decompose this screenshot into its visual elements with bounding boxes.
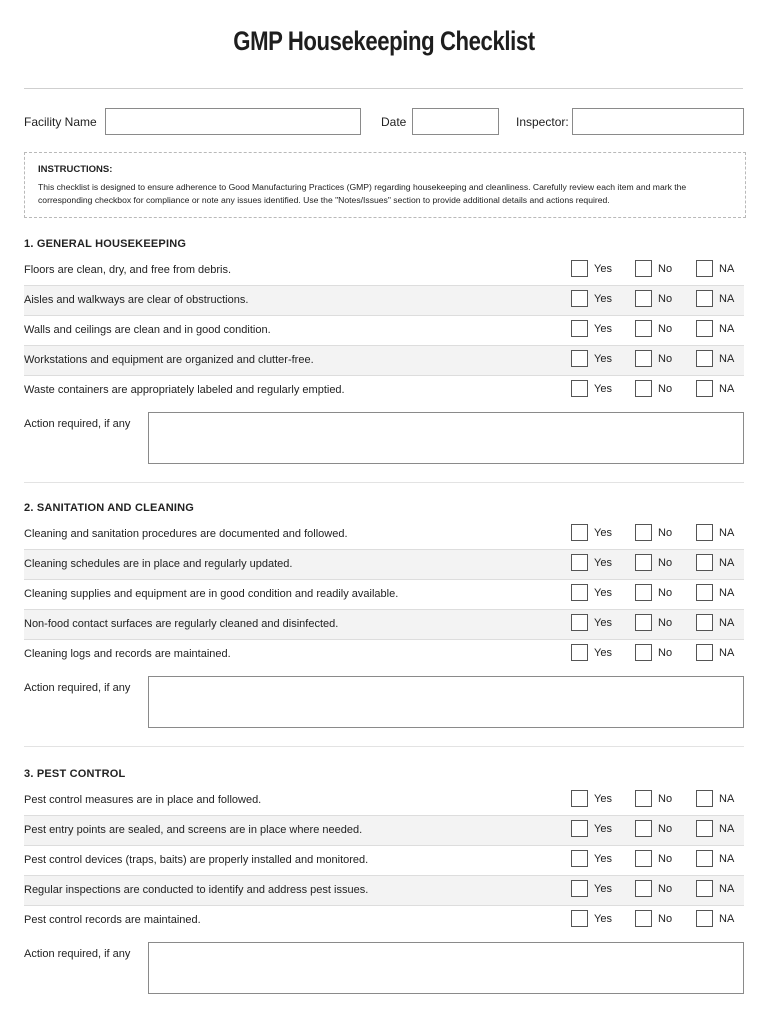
yes-checkbox[interactable] bbox=[571, 820, 588, 837]
option-na bbox=[696, 554, 734, 571]
option-yes bbox=[571, 350, 612, 367]
na-checkbox[interactable] bbox=[696, 584, 713, 601]
no-label: No bbox=[658, 556, 673, 569]
option-yes bbox=[571, 320, 612, 337]
inspector-input[interactable] bbox=[572, 108, 744, 135]
checklist-row bbox=[24, 256, 744, 286]
no-label: No bbox=[658, 526, 673, 539]
yes-label: Yes bbox=[594, 586, 612, 599]
na-checkbox[interactable] bbox=[696, 790, 713, 807]
na-checkbox[interactable] bbox=[696, 380, 713, 397]
option-yes bbox=[571, 880, 612, 897]
checklist-row bbox=[24, 286, 744, 316]
na-label: NA bbox=[719, 822, 735, 835]
checklist-row bbox=[24, 816, 744, 846]
na-label: NA bbox=[719, 292, 735, 305]
option-na bbox=[696, 260, 734, 277]
option-yes bbox=[571, 380, 612, 397]
option-na bbox=[696, 910, 734, 927]
no-label: No bbox=[658, 322, 673, 335]
na-checkbox[interactable] bbox=[696, 290, 713, 307]
na-label: NA bbox=[719, 382, 735, 395]
na-checkbox[interactable] bbox=[696, 320, 713, 337]
checklist-item-text: Cleaning supplies and equipment are in good condition and readily available. bbox=[24, 588, 399, 600]
yes-checkbox[interactable] bbox=[571, 584, 588, 601]
action-required-input[interactable] bbox=[148, 412, 744, 464]
no-checkbox[interactable] bbox=[635, 350, 652, 367]
na-checkbox[interactable] bbox=[696, 820, 713, 837]
yes-checkbox[interactable] bbox=[571, 554, 588, 571]
action-required-input[interactable] bbox=[148, 942, 744, 994]
date-input[interactable] bbox=[412, 108, 499, 135]
no-checkbox[interactable] bbox=[635, 524, 652, 541]
checklist-item-text: Pest control measures are in place and followed. bbox=[24, 794, 262, 806]
checklist-item-text: Waste containers are appropriately labeled and regularly emptied. bbox=[24, 384, 345, 396]
action-required-label: Action required, if any bbox=[24, 948, 131, 960]
checklist-row bbox=[24, 906, 744, 936]
action-required-input[interactable] bbox=[148, 676, 744, 728]
no-checkbox[interactable] bbox=[635, 290, 652, 307]
instructions-panel bbox=[24, 152, 746, 218]
yes-label: Yes bbox=[594, 292, 612, 305]
option-na bbox=[696, 614, 734, 631]
na-checkbox[interactable] bbox=[696, 614, 713, 631]
action-required-label: Action required, if any bbox=[24, 682, 131, 694]
na-checkbox[interactable] bbox=[696, 260, 713, 277]
checklist-item-text: Cleaning and sanitation procedures are documented and followed. bbox=[24, 528, 348, 540]
checklist-row bbox=[24, 346, 744, 376]
na-checkbox[interactable] bbox=[696, 910, 713, 927]
option-na bbox=[696, 380, 734, 397]
na-checkbox[interactable] bbox=[696, 350, 713, 367]
no-checkbox[interactable] bbox=[635, 910, 652, 927]
option-no bbox=[635, 614, 672, 631]
na-label: NA bbox=[719, 912, 735, 925]
yes-label: Yes bbox=[594, 526, 612, 539]
yes-label: Yes bbox=[594, 852, 612, 865]
option-yes bbox=[571, 850, 612, 867]
na-label: NA bbox=[719, 352, 735, 365]
no-label: No bbox=[658, 646, 673, 659]
na-label: NA bbox=[719, 586, 735, 599]
yes-label: Yes bbox=[594, 882, 612, 895]
option-yes bbox=[571, 524, 612, 541]
no-label: No bbox=[658, 352, 673, 365]
yes-checkbox[interactable] bbox=[571, 880, 588, 897]
option-no bbox=[635, 260, 672, 277]
yes-checkbox[interactable] bbox=[571, 614, 588, 631]
option-na bbox=[696, 880, 734, 897]
checklist-item-text: Cleaning schedules are in place and regularly updated. bbox=[24, 558, 293, 570]
option-no bbox=[635, 350, 672, 367]
option-na bbox=[696, 820, 734, 837]
no-label: No bbox=[658, 382, 673, 395]
no-label: No bbox=[658, 882, 673, 895]
option-yes bbox=[571, 554, 612, 571]
option-yes bbox=[571, 910, 612, 927]
option-no bbox=[635, 380, 672, 397]
na-label: NA bbox=[719, 792, 735, 805]
section-divider bbox=[24, 482, 744, 483]
section-title-general-housekeeping: 1. GENERAL HOUSEKEEPING bbox=[24, 238, 187, 250]
no-checkbox[interactable] bbox=[635, 790, 652, 807]
no-label: No bbox=[658, 586, 673, 599]
date-label: Date bbox=[381, 115, 407, 129]
option-no bbox=[635, 554, 672, 571]
instructions-heading: INSTRUCTIONS: bbox=[38, 164, 113, 175]
checklist-item-text: Walls and ceilings are clean and in good condition. bbox=[24, 324, 271, 336]
title-divider bbox=[24, 88, 743, 89]
checklist-item-text: Pest control records are maintained. bbox=[24, 914, 201, 926]
no-label: No bbox=[658, 792, 673, 805]
option-na bbox=[696, 790, 734, 807]
yes-checkbox[interactable] bbox=[571, 524, 588, 541]
na-checkbox[interactable] bbox=[696, 524, 713, 541]
option-na bbox=[696, 350, 734, 367]
na-label: NA bbox=[719, 556, 735, 569]
no-checkbox[interactable] bbox=[635, 554, 652, 571]
yes-checkbox[interactable] bbox=[571, 850, 588, 867]
option-no bbox=[635, 320, 672, 337]
option-yes bbox=[571, 820, 612, 837]
no-checkbox[interactable] bbox=[635, 880, 652, 897]
checklist-row bbox=[24, 580, 744, 610]
option-no bbox=[635, 290, 672, 307]
checklist-row bbox=[24, 376, 744, 406]
checklist-row bbox=[24, 640, 744, 670]
checklist-item-text: Workstations and equipment are organized and clutter-free. bbox=[24, 354, 314, 366]
option-no bbox=[635, 910, 672, 927]
yes-label: Yes bbox=[594, 646, 612, 659]
page-title: GMP Housekeeping Checklist bbox=[233, 26, 535, 56]
yes-label: Yes bbox=[594, 352, 612, 365]
checklist-row bbox=[24, 846, 744, 876]
checklist-row bbox=[24, 316, 744, 346]
na-checkbox[interactable] bbox=[696, 880, 713, 897]
yes-checkbox[interactable] bbox=[571, 320, 588, 337]
no-checkbox[interactable] bbox=[635, 380, 652, 397]
checklist-item-text: Cleaning logs and records are maintained. bbox=[24, 648, 231, 660]
option-no bbox=[635, 850, 672, 867]
facility-name-label: Facility Name bbox=[24, 115, 97, 129]
option-yes bbox=[571, 644, 612, 661]
inspector-label: Inspector: bbox=[516, 115, 569, 129]
yes-label: Yes bbox=[594, 556, 612, 569]
action-required-label: Action required, if any bbox=[24, 418, 131, 430]
na-checkbox[interactable] bbox=[696, 644, 713, 661]
checklist-row bbox=[24, 786, 744, 816]
section-title-sanitation-and-cleaning: 2. SANITATION AND CLEANING bbox=[24, 502, 194, 514]
option-no bbox=[635, 790, 672, 807]
option-no bbox=[635, 880, 672, 897]
yes-label: Yes bbox=[594, 262, 612, 275]
yes-label: Yes bbox=[594, 382, 612, 395]
option-no bbox=[635, 524, 672, 541]
no-label: No bbox=[658, 292, 673, 305]
option-no bbox=[635, 644, 672, 661]
na-label: NA bbox=[719, 852, 735, 865]
checklist-row bbox=[24, 520, 744, 550]
na-label: NA bbox=[719, 262, 735, 275]
checklist-row bbox=[24, 610, 744, 640]
checklist-row bbox=[24, 550, 744, 580]
yes-checkbox[interactable] bbox=[571, 910, 588, 927]
checklist-row bbox=[24, 876, 744, 906]
checklist-item-text: Pest control devices (traps, baits) are properly installed and monitored. bbox=[24, 854, 369, 866]
instructions-body: This checklist is designed to ensure adherence to Good Manufacturing Practices (GMP) regarding housekeeping and cleanliness. Carefully review each item and mark the corresponding checkbox for compliance or note any issues identified. Use the "Notes/Issues" section to provide additional details and actions required. bbox=[38, 182, 687, 205]
option-yes bbox=[571, 790, 612, 807]
no-label: No bbox=[658, 616, 673, 629]
checklist-item-text: Pest entry points are sealed, and screens are in place where needed. bbox=[24, 824, 363, 836]
na-label: NA bbox=[719, 616, 735, 629]
no-label: No bbox=[658, 262, 673, 275]
na-label: NA bbox=[719, 882, 735, 895]
yes-checkbox[interactable] bbox=[571, 790, 588, 807]
option-na bbox=[696, 524, 734, 541]
checklist-item-text: Non-food contact surfaces are regularly cleaned and disinfected. bbox=[24, 618, 339, 630]
yes-checkbox[interactable] bbox=[571, 644, 588, 661]
yes-label: Yes bbox=[594, 322, 612, 335]
yes-checkbox[interactable] bbox=[571, 350, 588, 367]
yes-checkbox[interactable] bbox=[571, 380, 588, 397]
no-label: No bbox=[658, 852, 673, 865]
option-na bbox=[696, 320, 734, 337]
facility-name-input[interactable] bbox=[105, 108, 361, 135]
no-checkbox[interactable] bbox=[635, 614, 652, 631]
no-label: No bbox=[658, 822, 673, 835]
option-yes bbox=[571, 614, 612, 631]
na-checkbox[interactable] bbox=[696, 554, 713, 571]
na-label: NA bbox=[719, 322, 735, 335]
checklist-item-text: Aisles and walkways are clear of obstructions. bbox=[24, 294, 249, 306]
na-checkbox[interactable] bbox=[696, 850, 713, 867]
option-na bbox=[696, 850, 734, 867]
section-divider bbox=[24, 746, 744, 747]
no-checkbox[interactable] bbox=[635, 644, 652, 661]
checklist-item-text: Regular inspections are conducted to identify and address pest issues. bbox=[24, 884, 369, 896]
option-na bbox=[696, 584, 734, 601]
yes-label: Yes bbox=[594, 792, 612, 805]
option-no bbox=[635, 820, 672, 837]
no-checkbox[interactable] bbox=[635, 320, 652, 337]
section-title-pest-control: 3. PEST CONTROL bbox=[24, 768, 126, 780]
yes-label: Yes bbox=[594, 616, 612, 629]
na-label: NA bbox=[719, 646, 735, 659]
no-checkbox[interactable] bbox=[635, 260, 652, 277]
option-no bbox=[635, 584, 672, 601]
option-yes bbox=[571, 260, 612, 277]
yes-checkbox[interactable] bbox=[571, 290, 588, 307]
yes-label: Yes bbox=[594, 822, 612, 835]
option-yes bbox=[571, 290, 612, 307]
yes-label: Yes bbox=[594, 912, 612, 925]
no-label: No bbox=[658, 912, 673, 925]
checklist-item-text: Floors are clean, dry, and free from debris. bbox=[24, 264, 232, 276]
no-checkbox[interactable] bbox=[635, 820, 652, 837]
option-na bbox=[696, 644, 734, 661]
yes-checkbox[interactable] bbox=[571, 260, 588, 277]
no-checkbox[interactable] bbox=[635, 584, 652, 601]
na-label: NA bbox=[719, 526, 735, 539]
no-checkbox[interactable] bbox=[635, 850, 652, 867]
option-yes bbox=[571, 584, 612, 601]
option-na bbox=[696, 290, 734, 307]
